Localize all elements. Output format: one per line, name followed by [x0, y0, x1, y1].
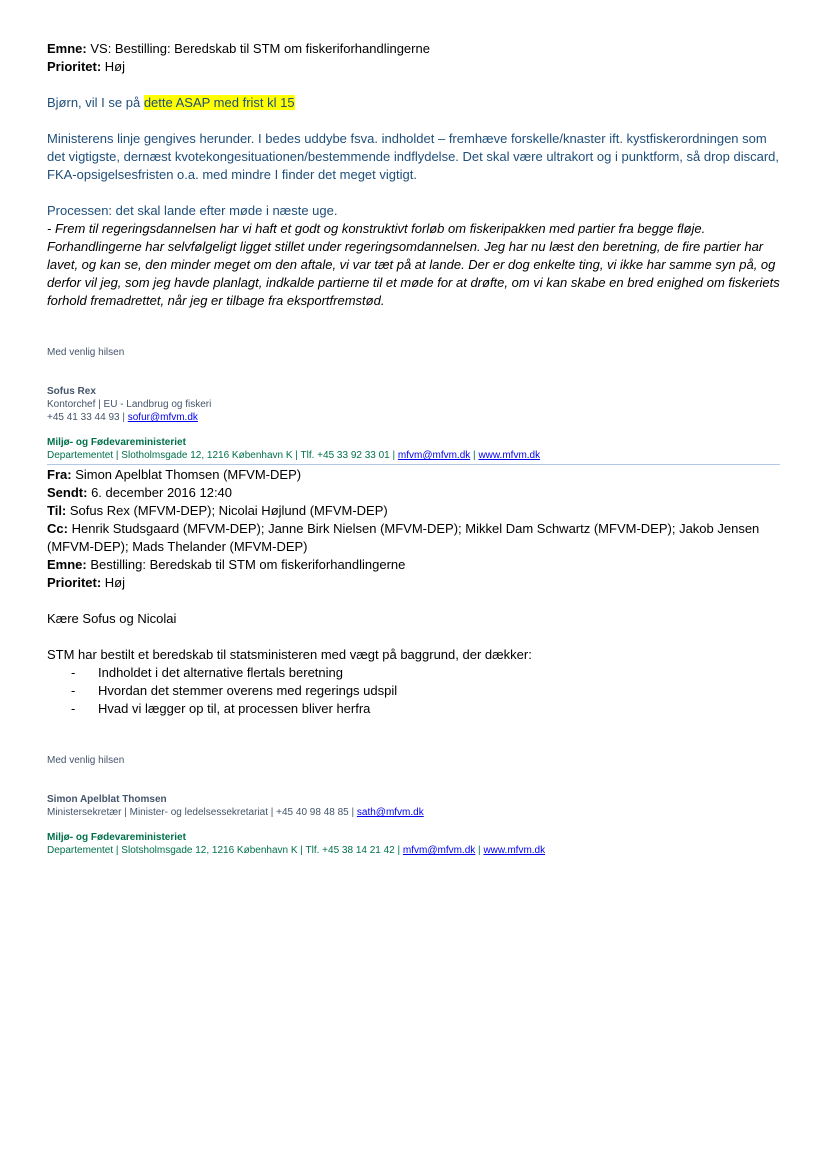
signature-name: Sofus Rex [47, 386, 96, 397]
fwd-priority-line [47, 574, 782, 592]
org-address-line [47, 449, 782, 462]
org-address: Departementet | Slotholmsgade 12, 1216 København K | Tlf. +45 33 92 33 01 | [47, 450, 398, 461]
to-label: Til: [47, 503, 67, 518]
fwd-signature-title: Ministersekretær | Minister- og ledelsessekretariat | +45 40 98 48 85 | [47, 807, 357, 818]
sent-label: Sendt: [47, 485, 88, 500]
list-item [47, 700, 782, 718]
fwd-org-address-line [47, 844, 782, 857]
subject-label: Emne: [47, 41, 87, 56]
fwd-priority-label: Prioritet: [47, 575, 102, 590]
cc-line-continued: (MFVM-DEP); Mads Thelander (MFVM-DEP) [47, 539, 308, 554]
fwd-greeting: Kære Sofus og Nicolai [47, 611, 177, 626]
signature-contact [47, 411, 782, 424]
list-dash: - [71, 665, 76, 680]
org-email-link[interactable]: mfvm@mfvm.dk [397, 450, 471, 461]
priority-line [47, 58, 782, 76]
list-dash: - [71, 683, 76, 698]
sent-value: 6. december 2016 12:40 [91, 485, 233, 500]
cc-line [47, 520, 782, 538]
fwd-subject-value: Bestilling: Beredskab til STM om fiskeriforhandlingerne [90, 557, 406, 572]
header-separator [47, 464, 780, 465]
from-label: Fra: [47, 467, 72, 482]
fwd-signature-title-line [47, 806, 782, 819]
from-line [47, 466, 782, 484]
signature-email-link[interactable]: sofur@mfvm.dk [127, 412, 198, 423]
fwd-org-address: Departementet | Slotsholmsgade 12, 1216 København K | Tlf. +45 38 14 21 42 | [47, 845, 403, 856]
minister-line-paragraph: Ministerens linje gengives herunder. I bedes uddybe fsva. indholdet – fremhæve forskelle/knaster ift. kystfiskerordningen som det vigtigste, dernæst kvotekongesituationen/bestemmende indflydelse. Det skal være ultrakort og i punktform, så drop discard, FKA-opsigelsesfristen o.a. med mindre I finder det meget vigtigt. [47, 131, 779, 182]
process-paragraph: Processen: det skal lande efter møde i næste uge. [47, 203, 338, 218]
cc-value-line1: Henrik Studsgaard (MFVM-DEP); Janne Birk Nielsen (MFVM-DEP); Mikkel Dam Schwartz (MFVM-DEP); Jakob Jensen [71, 521, 760, 536]
org-web-link[interactable]: www.mfvm.dk [478, 450, 541, 461]
fwd-priority-value: Høj [104, 575, 126, 590]
list-item-text: Hvad vi lægger op til, at processen bliver herfra [98, 701, 371, 716]
greeting-line [47, 94, 782, 112]
fwd-closing-text: Med venlig hilsen [47, 755, 125, 766]
list-item [47, 664, 782, 682]
fwd-subject-label: Emne: [47, 557, 87, 572]
quote-paragraph: - Frem til regeringsdannelsen har vi haft et godt og konstruktivt forløb om fiskeripakken med partier fra begge fløje. Forhandlingerne har selvfølgeligt ligget stillet under regeringsomdannelsen. Jeg har nu læst den beretning, de fire partier har lavet, og kan se, den minder meget om den aftale, vi var tæt på at lande. Der er dog enkelte ting, vi ikke har samme syn på, og derfor vil jeg, som jeg havde planlagt, indkalde partierne til et møde for at drøfte, om vi kan skabe en bred enighed om fiskeriets forhold fremadrettet, når jeg er tilbage fra eksportfremstød. [47, 221, 780, 308]
fwd-subject-line [47, 556, 782, 574]
to-value: Sofus Rex (MFVM-DEP); Nicolai Højlund (MFVM-DEP) [69, 503, 388, 518]
signature-phone: +45 41 33 44 93 | [47, 412, 128, 423]
fwd-org-web-link[interactable]: www.mfvm.dk [483, 845, 546, 856]
fwd-signature-email-link[interactable]: sath@mfvm.dk [356, 807, 424, 818]
greeting-highlight: dette ASAP med frist kl 15 [143, 95, 295, 110]
priority-label: Prioritet: [47, 59, 102, 74]
fwd-org-email-link[interactable]: mfvm@mfvm.dk [402, 845, 476, 856]
signature-title: Kontorchef | EU - Landbrug og fiskeri [47, 399, 212, 410]
deliverables-list [47, 664, 782, 718]
fwd-intro: STM har bestilt et beredskab til statsministeren med vægt på baggrund, der dækker: [47, 647, 532, 662]
to-line [47, 502, 782, 520]
subject-line [47, 40, 782, 58]
subject-value: VS: Bestilling: Beredskab til STM om fiskeriforhandlingerne [90, 41, 430, 56]
org-separator: | [470, 450, 479, 461]
fwd-signature-name: Simon Apelblat Thomsen [47, 794, 167, 805]
from-value: Simon Apelblat Thomsen (MFVM-DEP) [75, 467, 302, 482]
closing-text: Med venlig hilsen [47, 347, 125, 358]
sent-line [47, 484, 782, 502]
greeting-text: Bjørn, vil I se på [47, 95, 144, 110]
org-name: Miljø- og Fødevareministeriet [47, 437, 186, 448]
cc-label: Cc: [47, 521, 68, 536]
list-dash: - [71, 701, 76, 716]
list-item-text: Hvordan det stemmer overens med regerings udspil [98, 683, 398, 698]
list-item-text: Indholdet i det alternative flertals beretning [98, 665, 343, 680]
fwd-org-separator: | [475, 845, 484, 856]
priority-value: Høj [104, 59, 126, 74]
fwd-org-name: Miljø- og Fødevareministeriet [47, 832, 186, 843]
list-item [47, 682, 782, 700]
email-document [47, 40, 782, 857]
